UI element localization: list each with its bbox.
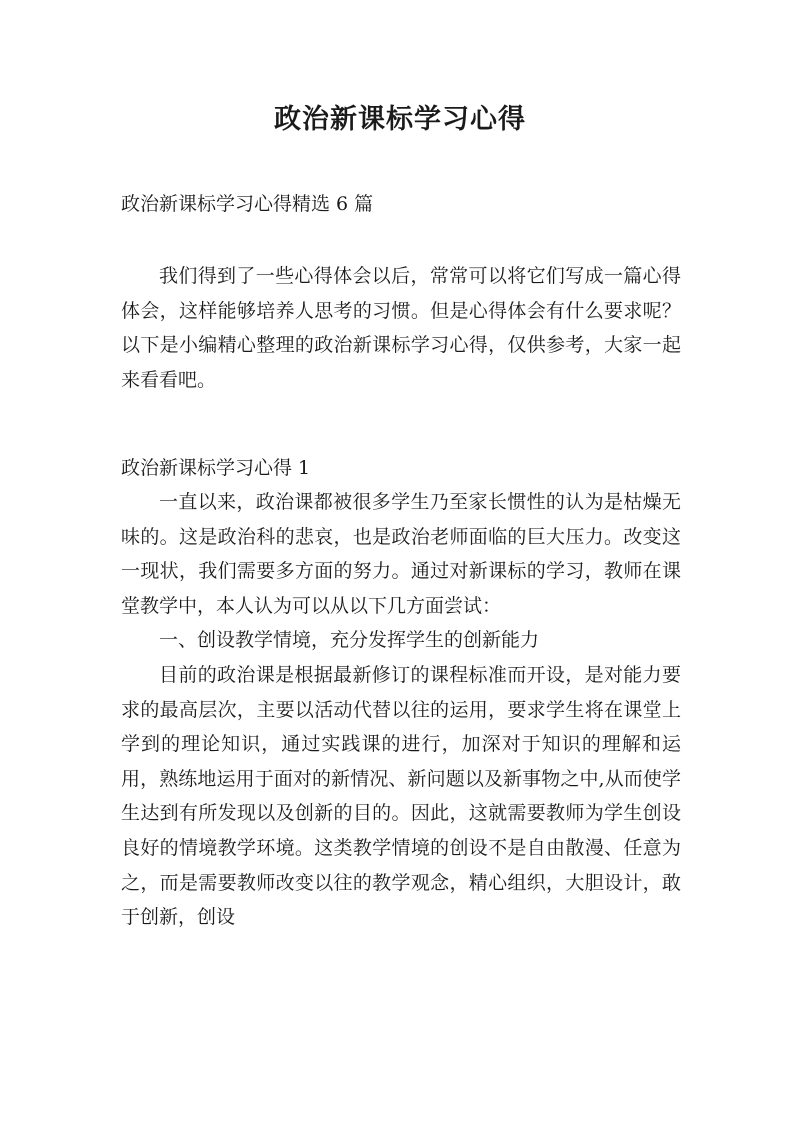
section-body: [121, 485, 681, 935]
body-paragraph: 目前的政治课是根据最新修订的课程标准而开设，是对能力要求的最高层次，主要以活动代替以往的运用，要求学生将在课堂上学到的理论知识，通过实践课的进行，加深对于知识的理解和运用，熟练地运用于面对的新情况、新问题以及新事物之中,从而使学生达到有所发现以及创新的目的。因此，这就需要教师为学生创设良好的情境教学环境。这类教学情境的创设不是自由散漫、任意为之，而是需要教师改变以往的教学观念，精心组织，大胆设计，敢于创新，创设: [121, 663, 681, 929]
subsection-heading: 一、创设教学情境，充分发挥学生的创新能力: [159, 629, 540, 652]
document-subtitle: 政治新课标学习心得精选 6 篇: [121, 193, 374, 215]
body-paragraph: 一直以来，政治课都被很多学生乃至家长惯性的认为是枯燥无味的。这是政治科的悲哀，也是政治老师面临的巨大压力。改变这一现状，我们需要多方面的努力。通过对新课标的学习，教师在课堂教学中，本人认为可以从以下几方面尝试：: [121, 491, 681, 617]
section-heading: 政治新课标学习心得 1: [121, 457, 311, 479]
page-title: 政治新课标学习心得: [274, 104, 526, 135]
intro-paragraph: 我们得到了一些心得体会以后，常常可以将它们写成一篇心得体会，这样能够培养人思考的习惯。但是心得体会有什么要求呢？以下是小编精心整理的政治新课标学习心得，仅供参考，大家一起来看看吧。: [121, 265, 681, 391]
